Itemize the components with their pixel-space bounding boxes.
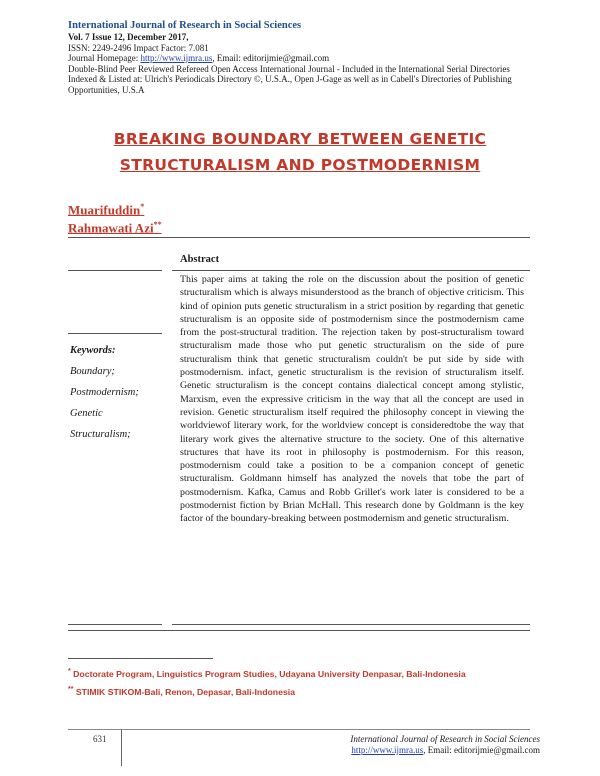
footnote-separator — [68, 658, 213, 659]
left-top-rule — [68, 270, 162, 271]
footnote-2-text: STIMIK STIKOM-Bali, Renon, Depasar, Bali-Indonesia — [75, 686, 296, 697]
footer-rule — [68, 729, 530, 730]
author-2-mark: ** — [153, 220, 162, 229]
section-end-rule — [68, 630, 530, 631]
author-1 — [68, 202, 144, 218]
keyword-item: Postmodernism; — [70, 387, 139, 398]
homepage-link[interactable]: http://www.ijmra.us — [140, 53, 213, 63]
abstract-text: This paper aims at taking the role on the discussion about the position of genetic structuralism which is always misunderstood as the branch of objective criticism. This kind of opinion puts genetic structuralism in a strict position by regarding that genetic structuralism is an opposite side of postmodernism since the postmodernism came from the post-structural tradition. The rejection taken by post-structuralism toward structuralism made those who put genetic structuralism on the side of pure structuralism think that genetic structuralism couldn't be put side by side with postmodernism. infact, genetic structuralism is the revision of structuralism itself. Genetic structuralism is the concept contains dialectical concept among stylistic, Marxism, even the expressive criticism in the way that all the concept are used in revision. Genetic structuralism itself required the philosophy concept in viewing the worldviewof literary work, for the worldview concept is consideredtobe the way that literary work gives the alternative structure to the society. One of this alternative structures that have its root in philosophy is postmodernism. For this reason, postmodernism could take a position to be a companion concept of genetic structuralism. Goldmann himself has analyzed the novels that tobe the part of postmodernism. Kafka, Camus and Robb Grillet's work later is considered to be a postmodernist fiction by Brian McHall. This research done by Goldmann is the key factor of the boundary-breaking between postmodernism and genetic structuralism. — [180, 274, 524, 525]
indexing-info: Double-Blind Peer Reviewed Refereed Open Access International Journal - Included in the International Serial Directories Indexed & Listed at: Ulrich's Periodicals Directory ©, U.S.A., Open J-Gage as well as in Cabell's Directories of Publishing Opportunities, U.S.A — [68, 63, 512, 95]
keyword-item: Boundary; — [70, 366, 115, 377]
right-bottom-rule — [172, 624, 530, 625]
footnote-1-text: Doctorate Program, Linguistics Program Studies, Udayana University Denpasar, Bali-Indonesia — [73, 668, 466, 679]
footer-journal: International Journal of Research in Social Sciences — [350, 734, 540, 744]
paper-title-line-1: BREAKING BOUNDARY BETWEEN GENETIC — [113, 130, 487, 148]
keywords-rule — [68, 333, 162, 334]
footnote-1-mark: * — [68, 668, 71, 675]
volume-info: Vol. 7 Issue 12, December 2017, — [68, 32, 189, 42]
homepage-label: Journal Homepage: — [68, 53, 141, 63]
abstract-heading: Abstract — [180, 254, 220, 265]
author-1-mark: * — [140, 202, 145, 211]
right-top-rule — [172, 270, 530, 271]
author-1-name: Muarifuddin — [68, 202, 141, 218]
footer-info — [350, 734, 540, 756]
keywords-block — [70, 340, 139, 445]
page-number: 631 — [93, 734, 107, 744]
keyword-item: Genetic — [70, 408, 103, 419]
footer-contact — [350, 745, 540, 756]
left-bottom-rule — [68, 624, 162, 625]
keyword-item: Structuralism; — [70, 429, 131, 440]
footer-email: , Email: editorijmie@gmail.com — [423, 745, 540, 755]
issn-info: ISSN: 2249-2496 Impact Factor: 7.081 — [68, 42, 209, 53]
homepage-line — [68, 53, 538, 64]
author-2-name: Rahmawati Azi — [68, 220, 154, 236]
footnote-1 — [68, 668, 466, 679]
footnote-2-mark: ** — [68, 686, 74, 693]
journal-title: International Journal of Research in Social Sciences — [68, 20, 302, 31]
journal-header — [68, 20, 538, 95]
keywords-label: Keywords: — [70, 345, 116, 356]
header-email: , Email: editorijmie@gmail.com — [212, 53, 330, 63]
author-divider — [68, 237, 530, 238]
author-2 — [68, 220, 162, 236]
footer-divider — [121, 730, 122, 766]
paper-title-line-2: STRUCTURALISM AND POSTMODERNISM — [119, 156, 481, 174]
footer-url-link[interactable]: http://www.ijmra.us — [351, 745, 424, 755]
footnote-2 — [68, 686, 295, 697]
